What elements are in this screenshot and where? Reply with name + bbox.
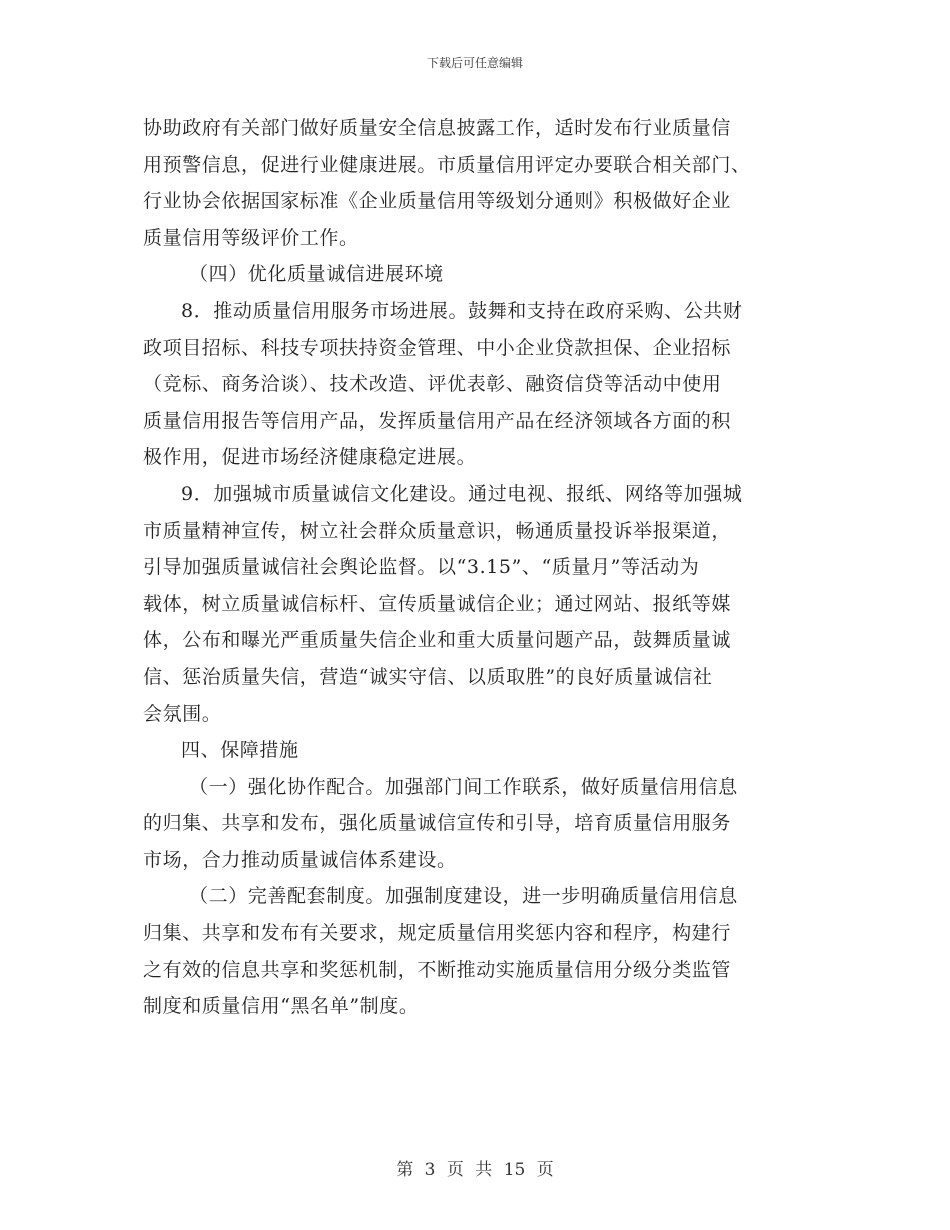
paragraph-start: （一）强化协作配合。加强部门间工作联系，做好质量信用信息 — [189, 775, 738, 798]
document-body — [143, 110, 811, 1025]
paragraph-start: 8．推动质量信用服务市场进展。鼓舞和支持在政府采购、公共财 — [181, 299, 743, 322]
text-line: 的归集、共享和发布，强化质量诚信宣传和引导，培育质量信用服务 — [143, 812, 732, 835]
section-heading: 四、保障措施 — [181, 739, 299, 762]
section-heading: （四）优化质量诚信进展环境 — [189, 263, 444, 286]
text-line: 会氛围。 — [143, 702, 222, 725]
text-line: 用预警信息，促进行业健康进展。市质量信用评定办要联合相关部门、 — [143, 153, 751, 176]
text-line: 极作用，促进市场经济健康稳定进展。 — [143, 446, 477, 469]
paragraph-start: （二）完善配套制度。加强制度建设，进一步明确质量信用信息 — [189, 885, 738, 908]
text-line: 制度和质量信用“黑名单”制度。 — [143, 995, 419, 1018]
text-line: 信、惩治质量失信，营造“诚实守信、以质取胜”的良好质量诚信社 — [143, 665, 713, 688]
text-line: 行业协会依据国家标准《企业质量信用等级划分通则》积极做好企业 — [143, 190, 732, 213]
text-line: 质量信用等级评价工作。 — [143, 226, 359, 249]
text-line: 质量信用报告等信用产品，发挥质量信用产品在经济领域各方面的积 — [143, 409, 732, 432]
text-line: （竞标、商务洽谈）、技术改造、评优表彰、融资信贷等活动中使用 — [143, 373, 722, 396]
text-line: 市质量精神宣传，树立社会群众质量意识，畅通质量投诉举报渠道， — [143, 519, 732, 542]
paragraph-start: 9．加强城市质量诚信文化建设。通过电视、报纸、网络等加强城 — [181, 482, 743, 505]
text-line: 市场，合力推动质量诚信体系建设。 — [143, 848, 457, 871]
text-line: 载体，树立质量诚信标杆、宣传质量诚信企业；通过网站、报纸等媒 — [143, 592, 732, 615]
page-number: 第 3 页 共 15 页 — [396, 1160, 554, 1180]
page-header: 下载后可任意编辑 — [426, 56, 523, 70]
text-line: 引导加强质量诚信社会舆论监督。以“3.15”、“质量月”等活动为 — [143, 556, 700, 579]
text-line: 体，公布和曝光严重质量失信企业和重大质量问题产品，鼓舞质量诚 — [143, 629, 732, 652]
text-line: 政项目招标、科技专项扶持资金管理、中小企业贷款担保、企业招标 — [143, 336, 732, 359]
text-line: 协助政府有关部门做好质量安全信息披露工作，适时发布行业质量信 — [143, 117, 732, 139]
text-line: 归集、共享和发布有关要求，规定质量信用奖惩内容和程序，构建行 — [143, 922, 732, 945]
text-line: 之有效的信息共享和奖惩机制，不断推动实施质量信用分级分类监管 — [143, 958, 732, 981]
